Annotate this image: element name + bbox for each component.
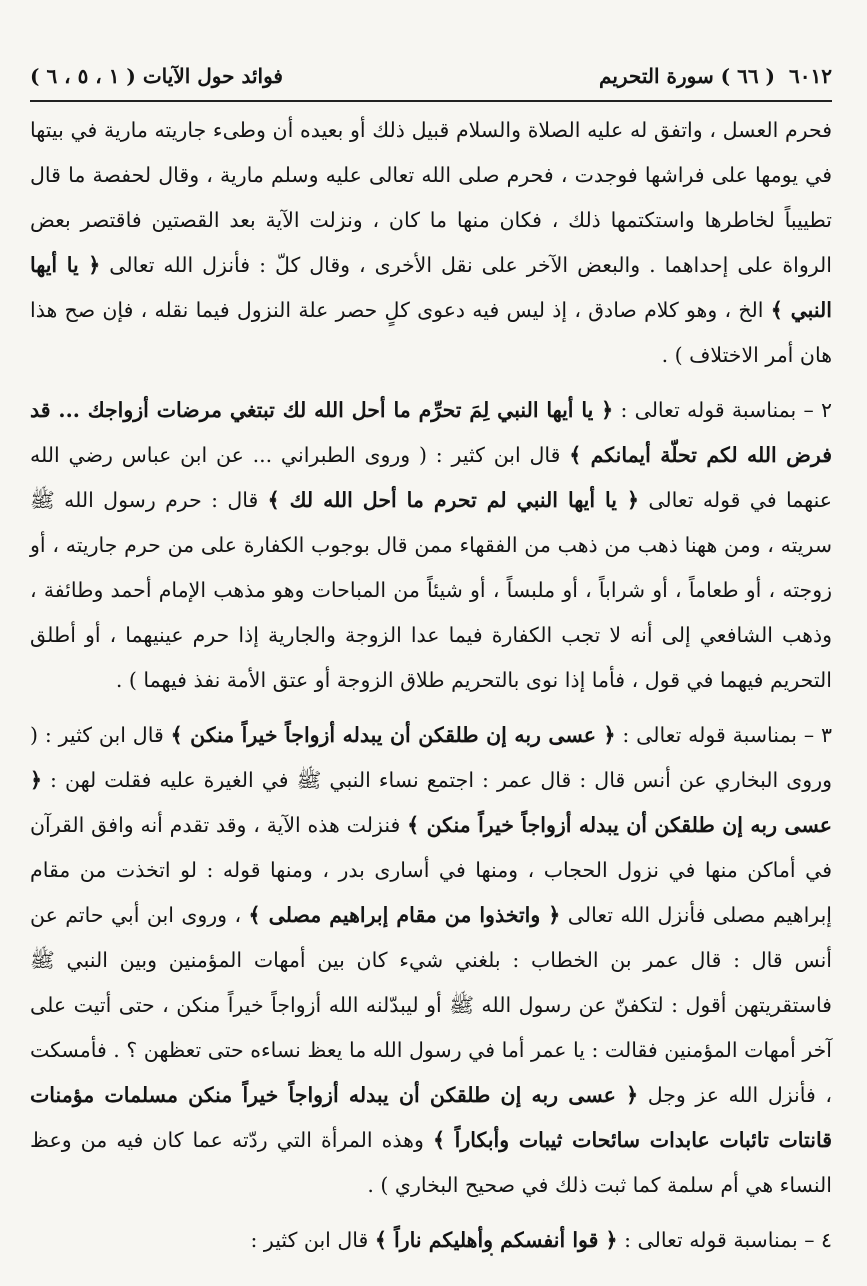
paragraph-text: وهذه المرأة التي ردّته عما كان فيه من وعظ النساء هي أم سلمة كما ثبت ذلك في صحيح البخاري ) . <box>30 1128 832 1197</box>
quran-verse: ﴿ عسى ربه إن طلقكن أن يبدله أزواجاً خيراً منكن ﴾ <box>30 768 832 837</box>
paragraph-text: قال : حرم رسول الله ﷺ سريته ، ومن ههنا ذهب من ذهب من الفقهاء ممن قال بوجوب الكفارة على من حرم جاريته ، أو زوجته ، أو طعاماً ، أو شراباً ، أو ملبساً ، أو شيئاً من المباحات وهو مذهب الإمام أحمد وطائفة ، وذهب الشافعي إلى أنه لا تجب الكفارة فيما عدا الزوجة والجارية إذا حرم عينيهما ، أو أطلق التحريم فيهما في قول ، فأما إذا نوى بالتحريم طلاق الزوجة أو عتق الأمة نفذ فيهما ) . <box>30 488 832 692</box>
paragraph-text: قال ابن كثير : <box>250 1228 375 1252</box>
paragraph-text: فنزلت هذه الآية ، وقد تقدم أنه وافق القرآن في أماكن منها في نزول الحجاب ، ومنها في أسارى بدر ، ومنها قوله : لو اتخذت من مقام إبراهيم مصلى فأنزل الله تعالى <box>30 813 832 927</box>
page-header <box>30 56 832 96</box>
quran-verse: ﴿ عسى ربه إن طلقكن أن يبدله أزواجاً خيراً منكن ﴾ <box>170 723 616 747</box>
paragraph-text: قال ابن كثير : ( وروى البخاري عن أنس قال : قال عمر : اجتمع نساء النبي ﷺ في الغيرة عليه فقلت لهن : <box>30 723 832 792</box>
quran-verse: ﴿ قوا أنفسكم وأهليكم ناراً ﴾ <box>374 1228 618 1252</box>
quran-verse: ﴿ يا أيها النبي لم تحرم ما أحل الله لك ﴾ <box>267 488 639 512</box>
page-body <box>30 108 832 1273</box>
quran-verse: ﴿ يا أيها النبي ﴾ <box>30 253 832 322</box>
quran-verse: ﴿ عسى ربه إن طلقكن أن يبدله أزواجاً خيراً منكن مسلمات مؤمنات قانتات تائبات عابدات سائحات ثيبات وأبكاراً ﴾ <box>30 1083 832 1152</box>
header-right <box>599 64 832 88</box>
section-title: فوائد حول الآيات ( ١ ، ٥ ، ٦ ) <box>30 64 283 88</box>
header-rule <box>30 100 832 102</box>
page-mark <box>490 1253 493 1256</box>
quran-verse: ﴿ يا أيها النبي لِمَ تحرِّم ما أحل الله لك تبتغي مرضات أزواجك ... قد فرض الله لكم تحلّة أيمانكم ﴾ <box>30 398 833 467</box>
paragraph-p1 <box>30 108 832 378</box>
paragraph-text: ٤ – بمناسبة قوله تعالى : <box>617 1228 832 1252</box>
surah-title: ( ٦٦ ) سورة التحريم <box>599 64 776 88</box>
paragraph-text: الخ ، وهو كلام صادق ، إذ ليس فيه دعوى كلٍ حصر علة النزول فيما نقله ، فإن صح هذا هان أمر الاختلاف ) . <box>30 298 832 367</box>
page-number: ٦٠١٢ <box>789 64 832 88</box>
paragraph-text: فحرم العسل ، واتفق له عليه الصلاة والسلام قبيل ذلك أو بعيده أن وطىء جاريته مارية في بيتها في يومها على فراشها فوجدت ، فحرم صلى الله تعالى عليه وسلم مارية ، وقال لحفصة ما قال تطييباً لخاطرها واستكتمها ذلك ، فكان منها ما كان ، ونزلت الآية بعد القصتين فاقتصر بعض الرواة على إحداهما . والبعض الآخر على نقل الأخرى ، وقال كلّ : فأنزل الله تعالى <box>30 118 832 277</box>
paragraph-p4 <box>30 1218 832 1263</box>
paragraph-text: ، وروى ابن أبي حاتم عن أنس قال : قال عمر بن الخطاب : بلغني شيء كان بين أمهات المؤمنين وبين النبي ﷺ فاستقريتهن أقول : لتكفنّ عن رسول الله ﷺ أو ليبدّلنه الله أزواجاً خيراً منكن ، حتى أتيت على آخر أمهات المؤمنين فقالت : يا عمر أما في رسول الله ما يعظ نساءه حتى تعظهن ؟ . فأمسكت ، فأنزل الله عز وجل <box>30 903 833 1107</box>
quran-verse: ﴿ واتخذوا من مقام إبراهيم مصلى ﴾ <box>248 903 561 927</box>
paragraph-p3 <box>30 713 832 1208</box>
paragraph-p2 <box>30 388 832 703</box>
paragraph-text: ٣ – بمناسبة قوله تعالى : <box>615 723 832 747</box>
paragraph-text: ٢ – بمناسبة قوله تعالى : <box>613 398 832 422</box>
paragraph-text: قال ابن كثير : ( وروى الطبراني ... عن ابن عباس رضي الله عنهما في قوله تعالى <box>30 443 832 512</box>
